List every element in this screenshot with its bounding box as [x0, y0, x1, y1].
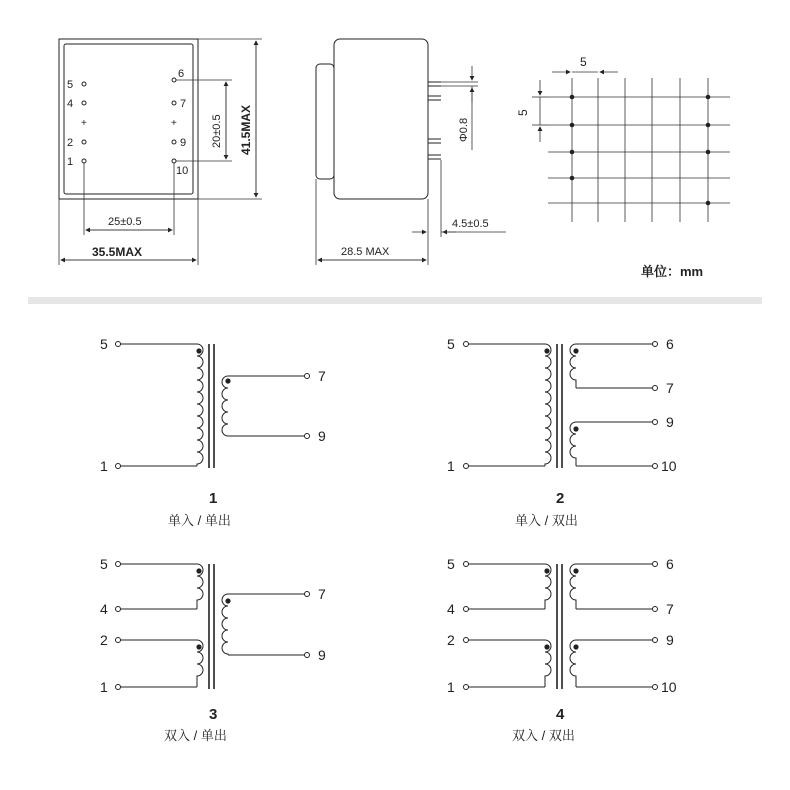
- pin-label: 7: [666, 380, 674, 396]
- pin-label: 5: [100, 336, 108, 352]
- dim-grid-pitch-x: 5: [580, 55, 587, 69]
- pin-label: 2: [447, 632, 455, 648]
- dim-depth-max: 28.5 MAX: [341, 246, 390, 258]
- pin-label: 7: [180, 98, 187, 110]
- pin-dot: [82, 82, 86, 86]
- dim-width-max: 35.5MAX: [92, 245, 143, 259]
- schematic-number: 4: [556, 706, 565, 723]
- pcb-holes: [570, 95, 711, 206]
- pin-label: 9: [666, 414, 674, 430]
- side-body: [334, 39, 428, 199]
- pin-label: 1: [100, 458, 108, 474]
- pin-label: 10: [176, 165, 189, 177]
- schematic-4: [447, 556, 677, 743]
- pin-label: 9: [666, 632, 674, 648]
- pin-dot: [172, 101, 176, 105]
- pin-label: 7: [666, 601, 674, 617]
- pin-label: 4: [447, 601, 455, 617]
- pin-label: 6: [666, 336, 674, 352]
- schematic-caption: 单入 / 双出: [515, 513, 578, 528]
- mid-mark: +: [81, 118, 87, 129]
- side-pins: [428, 82, 441, 159]
- dim-pin-span-x: 25±0.5: [108, 216, 142, 228]
- pin-label: 5: [67, 79, 74, 91]
- unit-label: 单位：mm: [641, 264, 704, 279]
- mid-mark: +: [171, 118, 177, 129]
- schematic-number: 2: [556, 490, 565, 507]
- pin-dot: [172, 159, 176, 163]
- top-view: [59, 39, 262, 265]
- pin-label: 9: [318, 647, 326, 663]
- schematic-caption: 单入 / 单出: [168, 513, 231, 528]
- pin-label: 4: [67, 98, 74, 110]
- dim-pin-diameter: Φ0.8: [458, 117, 470, 142]
- pin-dot: [172, 78, 176, 82]
- schematic-1: [100, 336, 326, 528]
- side-view: [316, 39, 506, 265]
- side-bobbin: [316, 64, 334, 179]
- pin-label: 5: [100, 556, 108, 572]
- pin-label: 1: [447, 679, 455, 695]
- pin-label: 10: [661, 679, 677, 695]
- pin-dot: [82, 101, 86, 105]
- pin-label: 10: [661, 458, 677, 474]
- pin-label: 9: [180, 137, 187, 149]
- schematic-number: 3: [209, 706, 218, 723]
- pin-label: 5: [447, 336, 455, 352]
- schematic-3: [100, 556, 326, 743]
- pin-label: 1: [100, 679, 108, 695]
- pcb-grid: [516, 55, 730, 279]
- pin-label: 1: [67, 156, 74, 168]
- section-divider: [28, 297, 762, 304]
- pin-label: 1: [447, 458, 455, 474]
- pin-label: 7: [318, 586, 326, 602]
- schematic-2: [447, 336, 677, 528]
- dim-pin-length: 4.5±0.5: [452, 218, 489, 230]
- schematic-caption: 双入 / 单出: [164, 728, 227, 743]
- dim-pin-span-y: 20±0.5: [211, 114, 223, 148]
- pin-label: 2: [100, 632, 108, 648]
- top-view-pins-left: [67, 79, 87, 168]
- pin-label: 4: [100, 601, 108, 617]
- dim-height-max: 41.5MAX: [239, 104, 253, 155]
- schematic-number: 1: [209, 490, 218, 507]
- pin-dot: [82, 159, 86, 163]
- pin-label: 6: [178, 68, 185, 80]
- pin-label: 5: [447, 556, 455, 572]
- pin-label: 6: [666, 556, 674, 572]
- pin-label: 7: [318, 368, 326, 384]
- schematic-caption: 双入 / 双出: [512, 728, 575, 743]
- pin-dot: [172, 140, 176, 144]
- dim-grid-pitch-y: 5: [516, 109, 530, 116]
- pin-label: 9: [318, 428, 326, 444]
- pin-dot: [82, 140, 86, 144]
- pin-label: 2: [67, 137, 74, 149]
